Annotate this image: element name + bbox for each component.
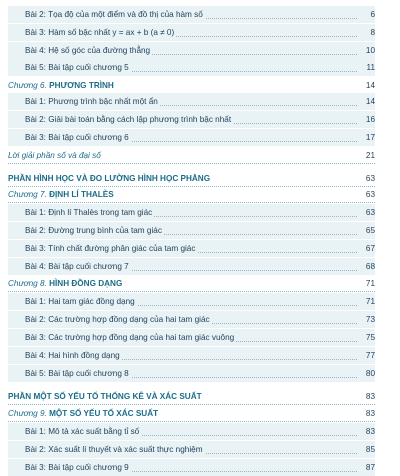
chapter-number: Chương 8. [8, 279, 47, 288]
toc-lesson-entry[interactable] [8, 365, 375, 382]
toc-note-entry[interactable] [8, 147, 375, 164]
chapter-label [8, 279, 124, 288]
chapter-title: ĐỊNH LÍ THALÈS [49, 190, 114, 199]
chapter-number: Chương 6. [8, 81, 47, 90]
toc-lesson-entry[interactable] [8, 258, 375, 275]
page-number: 63 [365, 174, 375, 183]
toc-chapter-heading[interactable] [8, 186, 375, 203]
toc-lesson-entry[interactable] [8, 347, 375, 364]
chapter-label [8, 190, 116, 199]
toc-chapter-heading[interactable] [8, 405, 375, 422]
page-number: 10 [357, 42, 375, 59]
page-number: 71 [357, 293, 375, 310]
page-number: 75 [357, 329, 375, 346]
entry-title: PHẦN HÌNH HỌC VÀ ĐO LƯỜNG HÌNH HỌC PHẲNG [8, 174, 211, 183]
entry-title: Lời giải phần số và đại số [8, 151, 101, 160]
page-number: 65 [357, 222, 375, 239]
entry-title: Bài 5: Bài tập cuối chương 8 [25, 369, 129, 378]
page-number: 6 [357, 6, 375, 23]
page-number: 17 [357, 129, 375, 146]
chapter-number: Chương 9. [8, 409, 47, 418]
entry-title: Bài 2: Xác suất lí thuyết và xác suất thực nghiệm [25, 445, 203, 454]
toc-lesson-entry[interactable] [8, 129, 375, 146]
page-number: 87 [357, 459, 375, 476]
entry-title: Bài 4: Hai hình đồng dạng [25, 351, 120, 360]
chapter-title: PHƯƠNG TRÌNH [49, 81, 114, 90]
entry-title: Bài 3: Tính chất đường phân giác của tam giác [25, 244, 196, 253]
toc-lesson-entry[interactable] [8, 42, 375, 59]
page-number: 80 [357, 365, 375, 382]
page-number: 14 [357, 93, 375, 110]
page-number: 8 [357, 24, 375, 41]
entry-title: Bài 3: Bài tập cuối chương 6 [25, 133, 129, 142]
toc-chapter-heading[interactable] [8, 77, 375, 94]
page-number: 77 [357, 347, 375, 364]
entry-title: Bài 4: Hệ số góc của đường thẳng [25, 46, 151, 55]
page-number: 11 [357, 59, 375, 76]
page-number: 73 [357, 311, 375, 328]
entry-title: Bài 2: Tọa độ của một điểm và đồ thị của hàm số [25, 10, 203, 19]
entry-title: Bài 2: Đường trung bình của tam giác [25, 226, 162, 235]
entry-title: Bài 3: Hàm số bậc nhất y = ax + b (a ≠ 0) [25, 28, 175, 37]
page-number: 83 [365, 392, 375, 401]
page-number: 21 [365, 151, 375, 160]
page-number: 63 [365, 190, 375, 199]
toc-lesson-entry[interactable] [8, 6, 375, 23]
toc-lesson-entry[interactable] [8, 459, 375, 476]
toc-lesson-entry[interactable] [8, 111, 375, 128]
toc-lesson-entry[interactable] [8, 24, 375, 41]
toc-lesson-entry[interactable] [8, 311, 375, 328]
entry-title: Bài 3: Bài tập cuối chương 9 [25, 463, 129, 472]
toc-lesson-entry[interactable] [8, 59, 375, 76]
entry-title: Bài 5: Bài tập cuối chương 5 [25, 63, 129, 72]
chapter-title: HÌNH ĐỒNG DẠNG [49, 279, 123, 288]
page-number: 68 [357, 258, 375, 275]
page-number: 85 [357, 441, 375, 458]
toc-lesson-entry[interactable] [8, 93, 375, 110]
toc-lesson-entry[interactable] [8, 240, 375, 257]
toc-part-heading[interactable] [8, 388, 375, 405]
chapter-number: Chương 7. [8, 190, 47, 199]
chapter-label [8, 81, 116, 90]
page-number: 14 [365, 81, 375, 90]
toc-chapter-heading[interactable] [8, 275, 375, 292]
toc-lesson-entry[interactable] [8, 293, 375, 310]
chapter-label [8, 409, 160, 418]
toc-lesson-entry[interactable] [8, 423, 375, 440]
page-number: 83 [357, 423, 375, 440]
page-number: 67 [357, 240, 375, 257]
page-number: 71 [365, 279, 375, 288]
entry-title: Bài 1: Phương trình bậc nhất một ẩn [25, 97, 158, 106]
entry-title: Bài 1: Định lí Thalès trong tam giác [25, 208, 153, 217]
toc-part-heading[interactable] [8, 170, 375, 187]
entry-title: Bài 2: Các trường hợp đồng dạng của hai tam giác [25, 315, 210, 324]
toc-lesson-entry[interactable] [8, 329, 375, 346]
page-number: 16 [357, 111, 375, 128]
entry-title: Bài 4: Bài tập cuối chương 7 [25, 262, 129, 271]
toc-lesson-entry[interactable] [8, 204, 375, 221]
page-number: 63 [357, 204, 375, 221]
entry-title: Bài 2: Giải bài toán bằng cách lập phương trình bậc nhất [25, 115, 232, 124]
chapter-title: MỘT SỐ YẾU TỐ XÁC SUẤT [49, 409, 159, 418]
page-number: 83 [365, 409, 375, 418]
toc-lesson-entry[interactable] [8, 222, 375, 239]
entry-title: Bài 1: Hai tam giác đồng dạng [25, 297, 135, 306]
entry-title: Bài 3: Các trường hợp đồng dạng của hai tam giác vuông [25, 333, 235, 342]
toc-lesson-entry[interactable] [8, 441, 375, 458]
entry-title: PHẦN MỘT SỐ YẾU TỐ THỐNG KÊ VÀ XÁC SUẤT [8, 392, 202, 401]
entry-title: Bài 1: Mô tả xác suất bằng tỉ số [25, 427, 140, 436]
